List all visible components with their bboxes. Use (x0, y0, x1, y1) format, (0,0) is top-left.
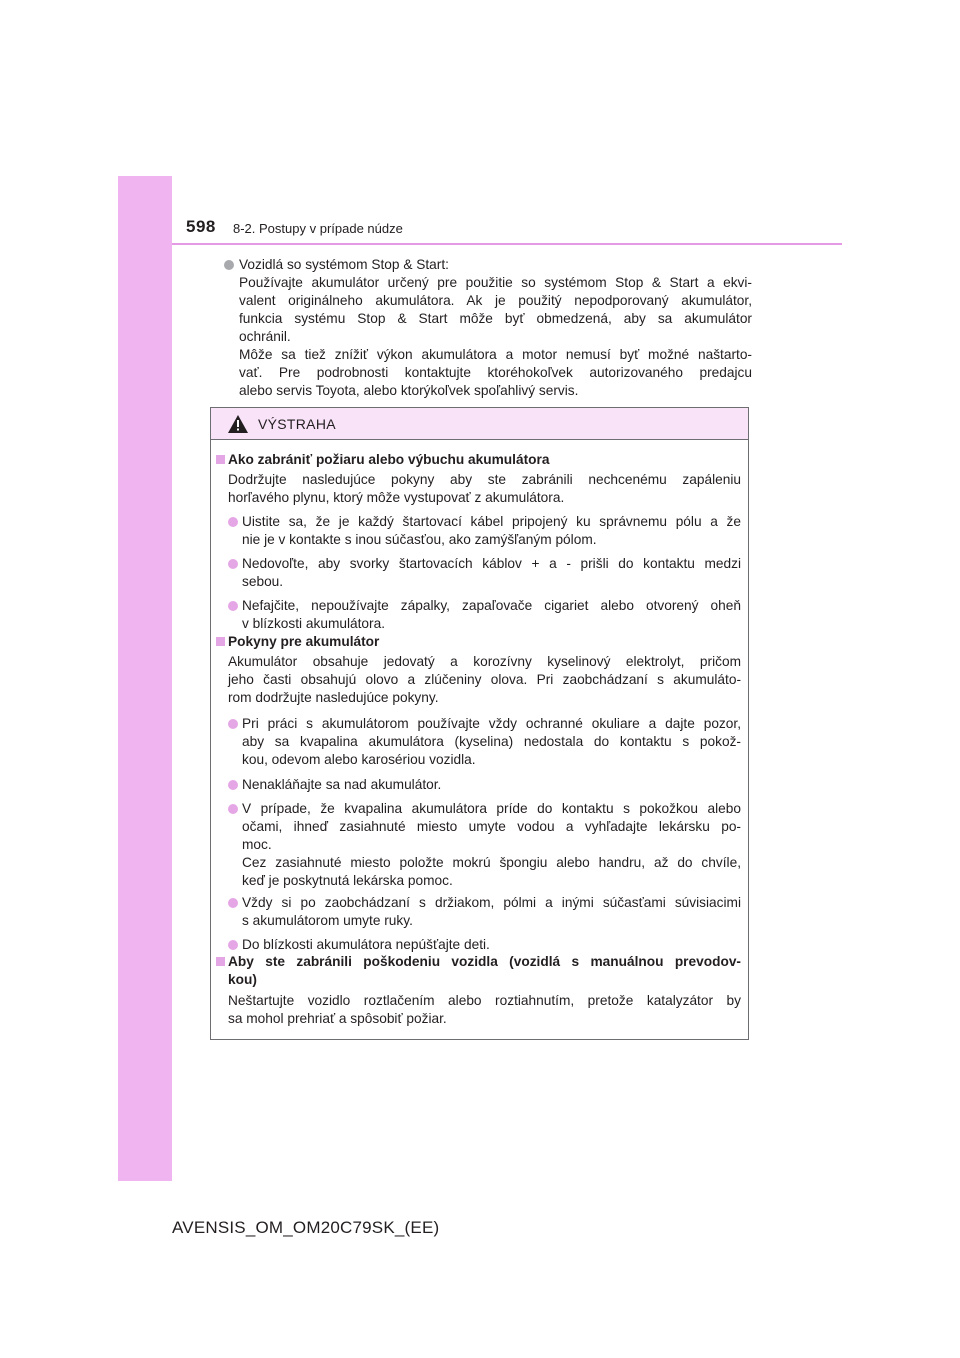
bullet-line: moc. (242, 837, 272, 852)
bullet-line: Cez zasiahnuté miesto položte mokrú špongiu alebo handru, až do chvíle, (242, 855, 741, 870)
body-line: jeho časti obsahujú olovo a zlúčeniny olova. Pri zaobchádzaní s akumuláto- (228, 672, 741, 687)
list-item (228, 894, 741, 930)
list-item (228, 555, 741, 591)
section-body (228, 471, 741, 507)
list-item (228, 597, 741, 633)
bullet-line: očami, ihneď zasiahnuté miesto umyte vodou a vyhľadajte lekársku po- (242, 819, 741, 834)
header-rule (172, 243, 842, 245)
bullet-dot-icon (228, 940, 238, 950)
bullet-dot-icon (228, 719, 238, 729)
body-line: Akumulátor obsahuje jedovatý a korozívny kyselinový elektrolyt, pričom (228, 654, 741, 669)
bullet-line: Nedovoľte, aby svorky štartovacích káblov + a - prišli do kontaktu medzi (242, 556, 741, 571)
bullet-line: aby sa kvapalina akumulátora (kyselina) nedostala do kontaktu s pokož- (242, 734, 741, 749)
bullet-line: v blízkosti akumulátora. (242, 616, 386, 631)
bullet-line: Pri práci s akumulátorom používajte vždy ochranné okuliare a dajte pozor, (242, 716, 741, 731)
intro-line: vať. Pre podrobnosti kontaktujte ktoréhokoľvek autorizovaného predajcu (239, 365, 752, 380)
intro-line: Vozidlá so systémom Stop & Start: (239, 257, 449, 272)
bullet-dot-icon (228, 780, 238, 790)
square-bullet-icon (216, 957, 225, 966)
bullet-dot-icon (228, 804, 238, 814)
bullet-line: Uistite sa, že je každý štartovací kábel pripojený ku správnemu pólu a že (242, 514, 741, 529)
section-heading: Aby ste zabránili poškodeniu vozidla (vozidlá s manuálnou prevodov- (228, 954, 741, 969)
bullet-line: sebou. (242, 574, 284, 589)
bullet-dot-icon (224, 260, 234, 270)
list-item (228, 936, 741, 954)
list-item (228, 513, 741, 549)
bullet-line: V prípade, že kvapalina akumulátora príde do kontaktu s pokožkou alebo (242, 801, 741, 816)
bullet-line: keď je poskytnutá lekárska pomoc. (242, 873, 453, 888)
body-line: horľavého plynu, ktorý môže vystupovať z akumulátora. (228, 490, 565, 505)
warning-box (210, 407, 749, 1040)
intro-note (222, 256, 752, 400)
bullet-line: kou, odevom alebo karosériou vozidla. (242, 752, 476, 767)
bullet-line: Nenakláňajte sa nad akumulátor. (242, 777, 442, 792)
bullet-line: s akumulátorom umyte ruky. (242, 913, 413, 928)
bullet-line: Vždy si po zaobchádzaní s držiakom, pólmi a inými súčasťami súvisiacimi (242, 895, 741, 910)
list-item (228, 800, 741, 890)
section-heading: Pokyny pre akumulátor (228, 634, 380, 649)
warning-header (211, 408, 748, 440)
square-bullet-icon (216, 637, 225, 646)
side-tab-band (118, 176, 172, 1181)
intro-line: Používajte akumulátor určený pre použitie so systémom Stop & Start a ekvi- (239, 275, 752, 290)
intro-line: ochránil. (239, 329, 291, 344)
section-body (228, 653, 741, 707)
body-line: Neštartujte vozidlo roztlačením alebo roztiahnutím, pretože katalyzátor by (228, 993, 741, 1008)
intro-line: valent originálneho akumulátora. Ak je použitý nepodporovaný akumulátor, (239, 293, 752, 308)
square-bullet-icon (216, 455, 225, 464)
bullet-dot-icon (228, 517, 238, 527)
warning-triangle-icon (227, 414, 249, 434)
bullet-line: nie je v kontakte s inou súčasťou, ako zamýšľaným pólom. (242, 532, 597, 547)
list-item (228, 776, 741, 794)
section-heading-cont: kou) (228, 972, 257, 987)
bullet-line: Nefajčite, nepoužívajte zápalky, zapaľovače cigariet alebo otvorený oheň (242, 598, 741, 613)
section-body (228, 992, 741, 1028)
section-heading: Ako zabrániť požiaru alebo výbuchu akumulátora (228, 452, 550, 467)
bullet-line: Do blízkosti akumulátora nepúšťajte deti. (242, 937, 490, 952)
intro-line: alebo servis Toyota, alebo ktorýkoľvek spoľahlivý servis. (239, 383, 579, 398)
page-number: 598 (186, 217, 216, 236)
body-line: Dodržujte nasledujúce pokyny aby ste zabránili nechcenému zapáleniu (228, 472, 741, 487)
body-line: sa mohol prehriať a spôsobiť požiar. (228, 1011, 447, 1026)
bullet-dot-icon (228, 898, 238, 908)
bullet-dot-icon (228, 559, 238, 569)
section-title: 8-2. Postupy v prípade núdze (233, 221, 403, 236)
intro-line: Môže sa tiež znížiť výkon akumulátora a motor nemusí byť možné naštarto- (239, 347, 752, 362)
bullet-dot-icon (228, 601, 238, 611)
document-code: AVENSIS_OM_OM20C79SK_(EE) (172, 1218, 440, 1237)
body-line: rom dodržujte nasledujúce pokyny. (228, 690, 439, 705)
warning-title: VÝSTRAHA (258, 416, 336, 432)
list-item (228, 715, 741, 769)
intro-line: funkcia systému Stop & Start môže byť obmedzená, aby sa akumulátor (239, 311, 752, 326)
